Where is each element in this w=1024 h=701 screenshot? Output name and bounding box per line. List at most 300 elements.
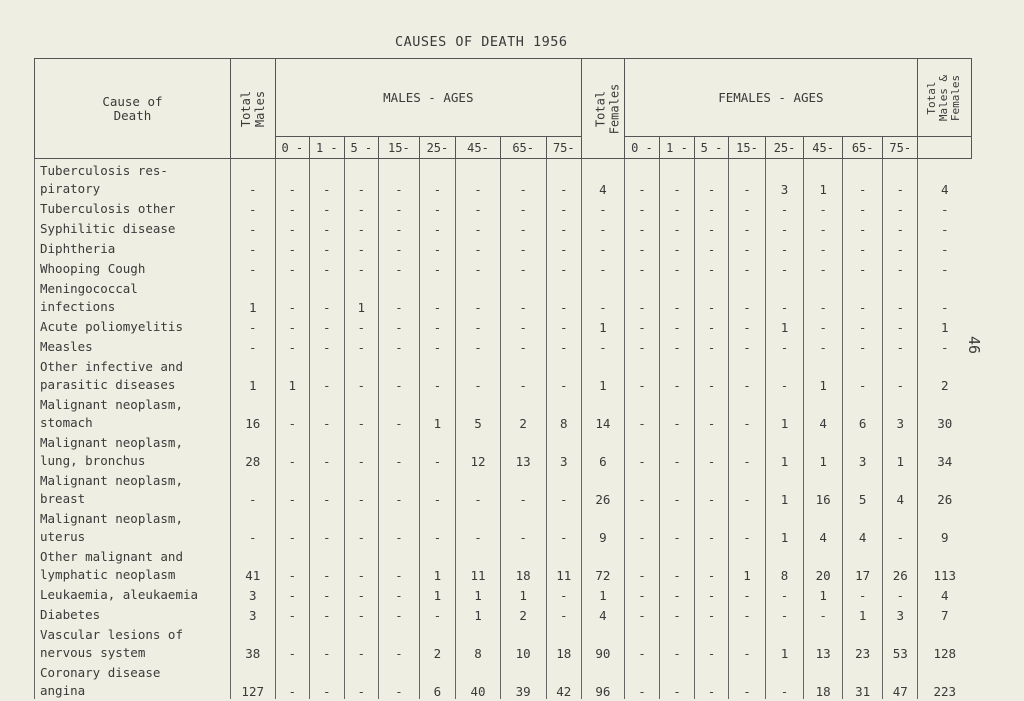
value-cell: -	[694, 603, 729, 623]
value-cell: 4	[883, 469, 918, 507]
value-cell: -	[379, 507, 420, 545]
value-cell: -	[694, 623, 729, 661]
value-cell: -	[883, 355, 918, 393]
value-cell: -	[660, 583, 695, 603]
table-row	[35, 431, 972, 469]
value-cell: -	[729, 197, 766, 217]
value-cell: -	[379, 159, 420, 198]
value-cell: -	[230, 159, 275, 198]
causes-of-death-table	[34, 58, 972, 699]
value-cell: -	[624, 217, 660, 237]
value-cell: -	[344, 217, 379, 237]
value-cell: -	[765, 257, 804, 277]
value-cell: -	[310, 335, 345, 355]
value-cell: 1	[275, 355, 310, 393]
value-cell: -	[765, 583, 804, 603]
male-age-header: 65-	[500, 137, 546, 159]
value-cell: 53	[883, 623, 918, 661]
value-cell: -	[694, 277, 729, 315]
value-cell: 5	[456, 393, 501, 431]
table-row	[35, 545, 972, 583]
value-cell: -	[624, 277, 660, 315]
value-cell: 1	[582, 315, 625, 335]
value-cell: 4	[842, 507, 883, 545]
value-cell: 3	[883, 603, 918, 623]
value-cell: 1	[765, 469, 804, 507]
value-cell: 1	[419, 545, 456, 583]
value-cell: -	[918, 217, 972, 237]
value-cell: -	[419, 315, 456, 335]
value-cell: 1	[500, 583, 546, 603]
value-cell: -	[344, 393, 379, 431]
value-cell: 1	[918, 315, 972, 335]
value-cell: -	[694, 431, 729, 469]
value-cell: -	[379, 583, 420, 603]
value-cell: -	[310, 545, 345, 583]
value-cell: -	[883, 159, 918, 198]
value-cell: -	[918, 257, 972, 277]
value-cell: -	[310, 237, 345, 257]
value-cell: 18	[804, 661, 843, 699]
cause-cell: Other infective and parasitic diseases	[35, 355, 231, 393]
male-age-header: 75-	[546, 137, 582, 159]
value-cell: -	[230, 217, 275, 237]
value-cell: -	[765, 335, 804, 355]
value-cell: -	[230, 469, 275, 507]
male-age-header: 15-	[379, 137, 420, 159]
cause-cell: Whooping Cough	[35, 257, 231, 277]
value-cell: -	[883, 583, 918, 603]
value-cell: 1	[804, 159, 843, 198]
value-cell: 1	[804, 431, 843, 469]
value-cell: -	[729, 237, 766, 257]
value-cell: 96	[582, 661, 625, 699]
value-cell: -	[275, 661, 310, 699]
value-cell: -	[310, 431, 345, 469]
value-cell: -	[842, 257, 883, 277]
value-cell: -	[379, 393, 420, 431]
value-cell: -	[660, 431, 695, 469]
value-cell: -	[765, 237, 804, 257]
value-cell: -	[379, 661, 420, 699]
value-cell: -	[624, 469, 660, 507]
value-cell: 1	[765, 431, 804, 469]
value-cell: -	[883, 257, 918, 277]
value-cell: 30	[918, 393, 972, 431]
value-cell: 3	[230, 583, 275, 603]
value-cell: -	[546, 277, 582, 315]
value-cell: -	[546, 159, 582, 198]
value-cell: -	[546, 583, 582, 603]
value-cell: -	[729, 623, 766, 661]
value-cell: -	[310, 661, 345, 699]
value-cell: -	[379, 623, 420, 661]
value-cell: -	[275, 335, 310, 355]
value-cell: -	[624, 335, 660, 355]
value-cell: 6	[842, 393, 883, 431]
value-cell: 4	[918, 583, 972, 603]
value-cell: 7	[918, 603, 972, 623]
value-cell: 5	[842, 469, 883, 507]
value-cell: -	[275, 315, 310, 335]
value-cell: -	[419, 277, 456, 315]
value-cell: 3	[546, 431, 582, 469]
value-cell: -	[546, 335, 582, 355]
value-cell: 1	[804, 355, 843, 393]
value-cell: -	[310, 507, 345, 545]
value-cell: 11	[546, 545, 582, 583]
value-cell: 3	[765, 159, 804, 198]
value-cell: 17	[842, 545, 883, 583]
value-cell: 23	[842, 623, 883, 661]
table-row	[35, 507, 972, 545]
value-cell: 3	[842, 431, 883, 469]
table-row	[35, 469, 972, 507]
cause-cell: Tuberculosis res- piratory	[35, 159, 231, 198]
value-cell: -	[275, 159, 310, 198]
value-cell: -	[456, 257, 501, 277]
value-cell: -	[275, 603, 310, 623]
value-cell: -	[230, 315, 275, 335]
value-cell: -	[624, 355, 660, 393]
table-row	[35, 159, 972, 198]
value-cell: 4	[582, 159, 625, 198]
value-cell: -	[419, 217, 456, 237]
value-cell: -	[419, 159, 456, 198]
value-cell: -	[582, 197, 625, 217]
value-cell: -	[694, 469, 729, 507]
value-cell: -	[624, 197, 660, 217]
table-row	[35, 393, 972, 431]
value-cell: -	[456, 197, 501, 217]
value-cell: -	[729, 315, 766, 335]
value-cell: -	[694, 507, 729, 545]
header-cause: Cause of Death	[35, 59, 231, 159]
value-cell: -	[230, 237, 275, 257]
value-cell: 10	[500, 623, 546, 661]
cause-cell: Diabetes	[35, 603, 231, 623]
value-cell: -	[379, 315, 420, 335]
value-cell: 16	[230, 393, 275, 431]
cause-cell: Other malignant and lymphatic neoplasm	[35, 545, 231, 583]
value-cell: -	[842, 197, 883, 217]
value-cell: -	[379, 217, 420, 237]
header-total-all: Total Males & Females	[918, 59, 972, 137]
value-cell: 26	[883, 545, 918, 583]
value-cell: -	[230, 197, 275, 217]
value-cell: 2	[419, 623, 456, 661]
value-cell: 9	[582, 507, 625, 545]
value-cell: -	[804, 335, 843, 355]
value-cell: 1	[582, 583, 625, 603]
value-cell: -	[546, 257, 582, 277]
value-cell: -	[804, 197, 843, 217]
value-cell: -	[660, 393, 695, 431]
table-row	[35, 603, 972, 623]
cause-cell: Vascular lesions of nervous system	[35, 623, 231, 661]
value-cell: 1	[344, 277, 379, 315]
value-cell: -	[456, 469, 501, 507]
value-cell: 1	[456, 603, 501, 623]
value-cell: -	[660, 507, 695, 545]
value-cell: -	[500, 469, 546, 507]
cause-cell: Syphilitic disease	[35, 217, 231, 237]
header-total-all-spacer	[918, 137, 972, 159]
value-cell: 223	[918, 661, 972, 699]
value-cell: 11	[456, 545, 501, 583]
value-cell: -	[379, 603, 420, 623]
value-cell: 1	[804, 583, 843, 603]
value-cell: 28	[230, 431, 275, 469]
value-cell: -	[275, 545, 310, 583]
value-cell: -	[694, 315, 729, 335]
value-cell: -	[624, 315, 660, 335]
value-cell: -	[804, 277, 843, 315]
female-age-header: 1 -	[660, 137, 695, 159]
value-cell: 1	[842, 603, 883, 623]
value-cell: 8	[765, 545, 804, 583]
value-cell: 8	[456, 623, 501, 661]
cause-cell: Malignant neoplasm, stomach	[35, 393, 231, 431]
cause-cell: Meningococcal infections	[35, 277, 231, 315]
value-cell: -	[765, 355, 804, 393]
value-cell: -	[624, 159, 660, 198]
value-cell: -	[344, 545, 379, 583]
table-row	[35, 661, 972, 699]
value-cell: 2	[500, 393, 546, 431]
value-cell: -	[310, 159, 345, 198]
female-age-header: 0 -	[624, 137, 660, 159]
page-title: CAUSES OF DEATH 1956	[395, 34, 568, 50]
value-cell: -	[500, 197, 546, 217]
value-cell: -	[660, 217, 695, 237]
value-cell: -	[275, 217, 310, 237]
table-row	[35, 257, 972, 277]
value-cell: -	[344, 197, 379, 217]
table-row	[35, 623, 972, 661]
value-cell: 4	[918, 159, 972, 198]
value-cell: -	[804, 217, 843, 237]
value-cell: -	[729, 431, 766, 469]
value-cell: -	[918, 197, 972, 217]
value-cell: 3	[883, 393, 918, 431]
value-cell: 90	[582, 623, 625, 661]
value-cell: -	[883, 335, 918, 355]
female-age-header: 45-	[804, 137, 843, 159]
value-cell: -	[456, 237, 501, 257]
value-cell: -	[379, 545, 420, 583]
value-cell: -	[456, 507, 501, 545]
value-cell: -	[729, 335, 766, 355]
value-cell: -	[546, 469, 582, 507]
value-cell: -	[694, 217, 729, 237]
value-cell: -	[546, 603, 582, 623]
value-cell: -	[379, 277, 420, 315]
value-cell: -	[765, 603, 804, 623]
value-cell: 20	[804, 545, 843, 583]
value-cell: -	[275, 197, 310, 217]
value-cell: -	[729, 393, 766, 431]
value-cell: 1	[456, 583, 501, 603]
value-cell: -	[660, 257, 695, 277]
value-cell: -	[344, 623, 379, 661]
value-cell: -	[729, 507, 766, 545]
value-cell: -	[883, 217, 918, 237]
value-cell: 3	[230, 603, 275, 623]
value-cell: -	[275, 277, 310, 315]
value-cell: 13	[804, 623, 843, 661]
value-cell: 13	[500, 431, 546, 469]
value-cell: -	[624, 257, 660, 277]
value-cell: -	[275, 393, 310, 431]
female-age-header: 65-	[842, 137, 883, 159]
value-cell: -	[310, 197, 345, 217]
value-cell: -	[660, 335, 695, 355]
value-cell: -	[624, 603, 660, 623]
value-cell: -	[624, 661, 660, 699]
value-cell: 6	[582, 431, 625, 469]
value-cell: -	[344, 661, 379, 699]
value-cell: -	[500, 277, 546, 315]
value-cell: -	[275, 507, 310, 545]
value-cell: -	[694, 197, 729, 217]
table-row	[35, 217, 972, 237]
value-cell: -	[765, 217, 804, 237]
female-age-header: 15-	[729, 137, 766, 159]
value-cell: 6	[419, 661, 456, 699]
value-cell: 113	[918, 545, 972, 583]
value-cell: 1	[765, 393, 804, 431]
value-cell: -	[379, 469, 420, 507]
value-cell: -	[379, 431, 420, 469]
female-age-header: 5 -	[694, 137, 729, 159]
value-cell: 31	[842, 661, 883, 699]
value-cell: -	[660, 197, 695, 217]
cause-cell: Malignant neoplasm, lung, bronchus	[35, 431, 231, 469]
value-cell: -	[765, 661, 804, 699]
value-cell: -	[546, 237, 582, 257]
value-cell: -	[804, 603, 843, 623]
value-cell: -	[694, 159, 729, 198]
value-cell: 4	[582, 603, 625, 623]
value-cell: -	[694, 335, 729, 355]
value-cell: -	[729, 469, 766, 507]
value-cell: -	[344, 257, 379, 277]
value-cell: -	[694, 257, 729, 277]
value-cell: -	[842, 277, 883, 315]
value-cell: -	[729, 159, 766, 198]
value-cell: -	[842, 315, 883, 335]
value-cell: -	[500, 159, 546, 198]
cause-cell: Malignant neoplasm, breast	[35, 469, 231, 507]
value-cell: 41	[230, 545, 275, 583]
cause-cell: Acute poliomyelitis	[35, 315, 231, 335]
value-cell: -	[624, 431, 660, 469]
value-cell: -	[230, 335, 275, 355]
value-cell: -	[275, 237, 310, 257]
value-cell: 1	[419, 583, 456, 603]
value-cell: 39	[500, 661, 546, 699]
value-cell: 1	[230, 355, 275, 393]
value-cell: -	[624, 545, 660, 583]
value-cell: 1	[582, 355, 625, 393]
value-cell: 1	[765, 623, 804, 661]
value-cell: -	[804, 315, 843, 335]
value-cell: -	[842, 335, 883, 355]
value-cell: -	[660, 237, 695, 257]
value-cell: -	[546, 355, 582, 393]
value-cell: 47	[883, 661, 918, 699]
table-row	[35, 315, 972, 335]
value-cell: -	[883, 277, 918, 315]
value-cell: 12	[456, 431, 501, 469]
male-age-header: 0 -	[275, 137, 310, 159]
value-cell: -	[310, 315, 345, 335]
value-cell: -	[310, 393, 345, 431]
value-cell: -	[500, 355, 546, 393]
value-cell: -	[419, 335, 456, 355]
value-cell: 128	[918, 623, 972, 661]
value-cell: -	[344, 159, 379, 198]
cause-cell: Coronary disease angina	[35, 661, 231, 699]
value-cell: -	[456, 315, 501, 335]
table-row	[35, 197, 972, 217]
value-cell: -	[275, 257, 310, 277]
value-cell: -	[624, 393, 660, 431]
value-cell: -	[804, 237, 843, 257]
value-cell: -	[310, 469, 345, 507]
value-cell: -	[624, 237, 660, 257]
value-cell: -	[918, 335, 972, 355]
value-cell: 1	[230, 277, 275, 315]
male-age-header: 5 -	[344, 137, 379, 159]
value-cell: -	[546, 315, 582, 335]
table-row	[35, 355, 972, 393]
value-cell: -	[344, 583, 379, 603]
value-cell: -	[729, 583, 766, 603]
value-cell: 1	[419, 393, 456, 431]
value-cell: -	[660, 469, 695, 507]
value-cell: -	[694, 237, 729, 257]
value-cell: -	[275, 623, 310, 661]
value-cell: -	[275, 469, 310, 507]
value-cell: 72	[582, 545, 625, 583]
value-cell: -	[500, 335, 546, 355]
value-cell: 2	[500, 603, 546, 623]
value-cell: 26	[582, 469, 625, 507]
value-cell: -	[883, 237, 918, 257]
value-cell: 14	[582, 393, 625, 431]
value-cell: -	[310, 603, 345, 623]
value-cell: -	[883, 197, 918, 217]
value-cell: -	[419, 469, 456, 507]
value-cell: -	[456, 335, 501, 355]
value-cell: -	[344, 237, 379, 257]
table-row	[35, 583, 972, 603]
value-cell: -	[842, 237, 883, 257]
value-cell: -	[310, 277, 345, 315]
value-cell: -	[694, 583, 729, 603]
value-cell: -	[842, 583, 883, 603]
value-cell: -	[546, 217, 582, 237]
value-cell: 42	[546, 661, 582, 699]
value-cell: 1	[883, 431, 918, 469]
value-cell: -	[842, 159, 883, 198]
value-cell: -	[729, 355, 766, 393]
value-cell: -	[419, 237, 456, 257]
value-cell: -	[310, 355, 345, 393]
table-row	[35, 237, 972, 257]
